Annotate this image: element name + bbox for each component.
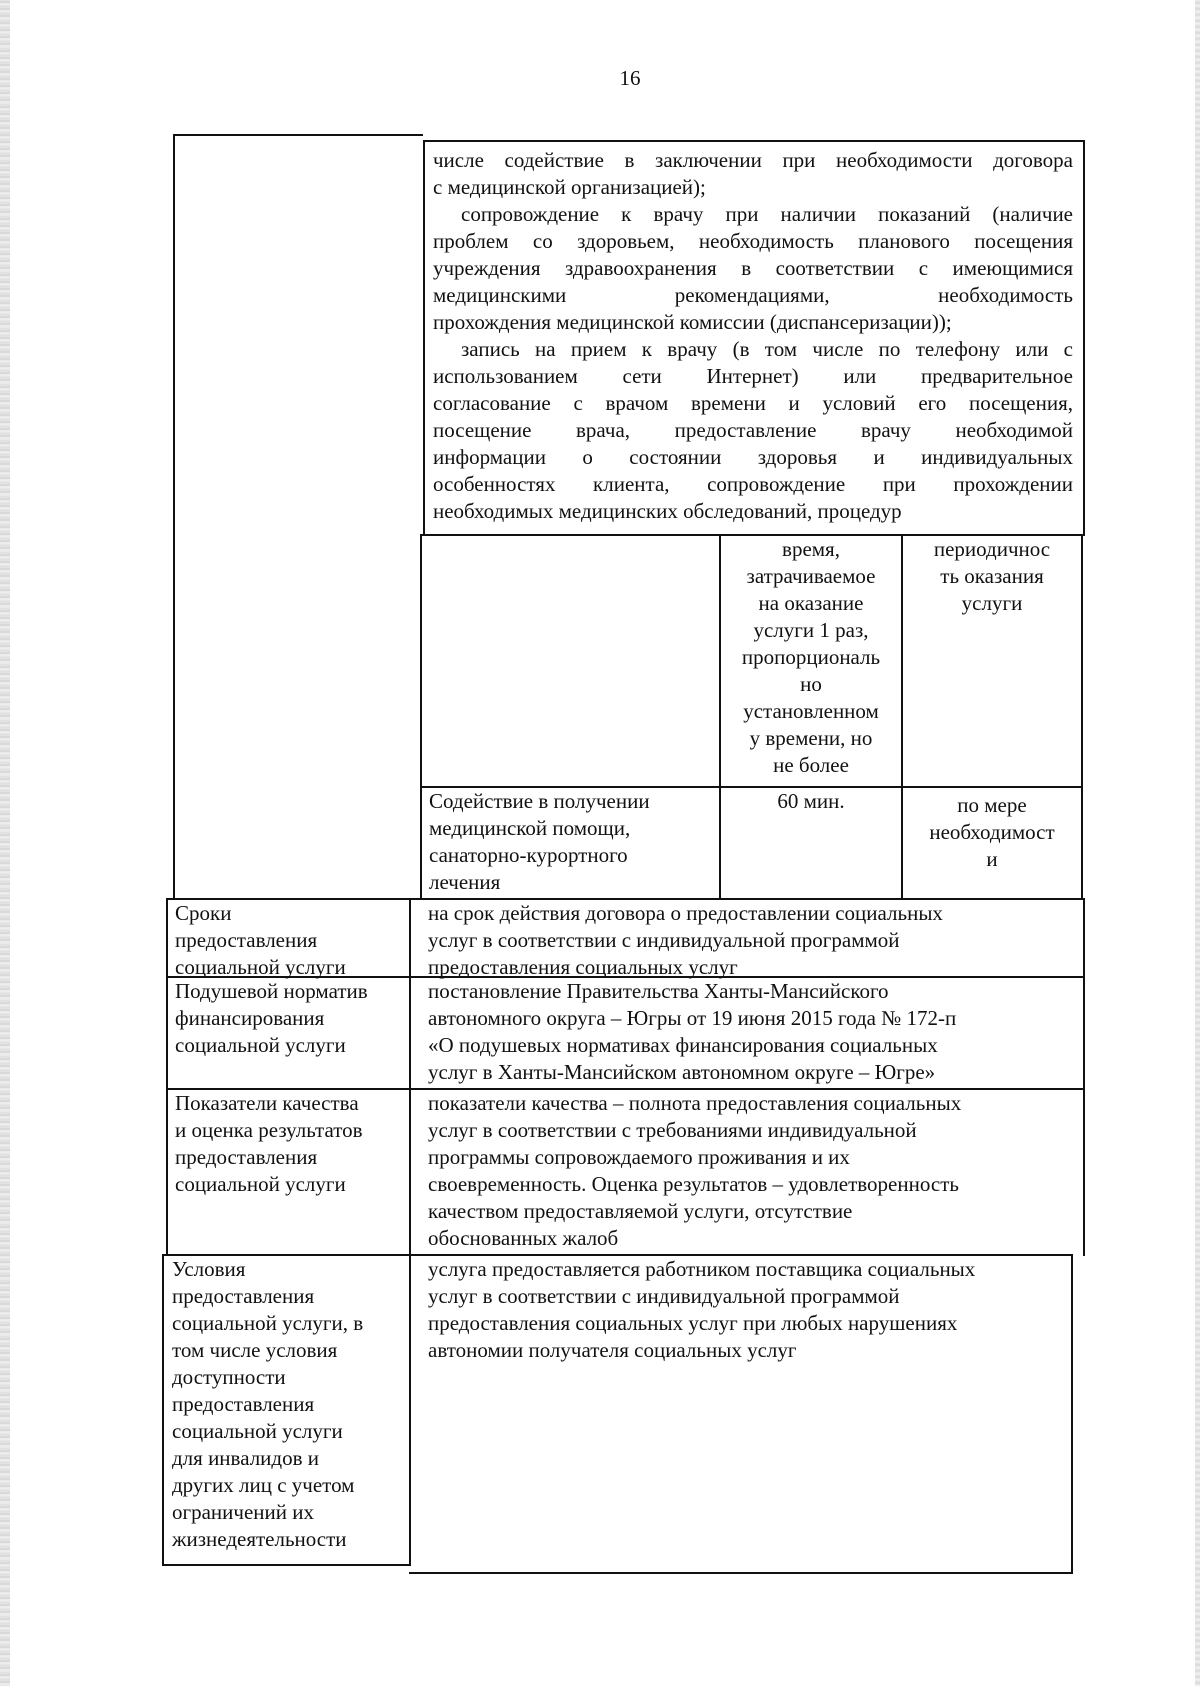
text-line: особенностях клиента, сопровождение при прохождении [433, 472, 1073, 496]
text-line: пропорциональ [741, 645, 881, 669]
text-line: но [800, 672, 822, 696]
text-line: Подушевой норматив [175, 979, 368, 1003]
row-label-funding [175, 978, 407, 1059]
text-line: и оценка результатов [175, 1118, 363, 1142]
text-line: периодичнос [933, 537, 1051, 561]
row-content-funding [428, 978, 1080, 1086]
text-line: Условия [172, 1257, 246, 1281]
inner-time-value: 60 мин. [777, 789, 845, 813]
row-label-terms [175, 900, 407, 981]
text-line: обоснованных жалоб [428, 1226, 619, 1250]
text-line: услуг в соответствии с индивидуальной программой [428, 928, 900, 952]
text-line: социальной услуги [175, 1172, 346, 1196]
inner-period-value-text [903, 792, 1081, 873]
text-line: программы сопровождаемого проживания и их [428, 1145, 850, 1169]
text-line: проблем со здоровьем, необходимость планового посещения [433, 229, 1073, 253]
text-line: ограничений их [172, 1500, 314, 1524]
text-line: предоставления социальных услуг при любых нарушениях [428, 1311, 958, 1335]
text-line: санаторно-курортного [429, 843, 628, 867]
top-left-label-cell [173, 134, 423, 900]
row-label-quality [175, 1090, 407, 1198]
text-line: качеством предоставляемой услуги, отсутствие [428, 1199, 853, 1223]
text-line: не более [773, 753, 849, 777]
text-line: автономного округа – Югры от 19 июня 2015 года № 172-п [428, 1006, 957, 1030]
text-line: «О подушевых нормативах финансирования социальных [428, 1033, 938, 1057]
text-line: доступности [172, 1365, 286, 1389]
inner-header-time-text [721, 536, 901, 779]
text-line: время, [782, 537, 840, 561]
text-line: социальной услуги [175, 955, 346, 979]
scan-edge-right [1195, 0, 1200, 1686]
text-line: том числе условия [172, 1338, 338, 1362]
text-line: прохождения медицинской комиссии (диспансеризации)); [433, 310, 952, 334]
text-line: необходимых медицинских обследований, процедур [433, 499, 902, 523]
inner-service-name-text [429, 788, 717, 896]
text-line: для инвалидов и [172, 1446, 319, 1470]
text-line: услуг в Ханты-Мансийском автономном округе – Югре» [428, 1060, 936, 1084]
page-number: 16 [619, 66, 641, 90]
text-line: социальной услуги, в [172, 1311, 364, 1335]
text-line: финансирования [175, 1006, 325, 1030]
text-line: услуга предоставляется работником поставщика социальных [428, 1257, 976, 1281]
text-line: ть оказания [940, 564, 1044, 588]
text-line: согласование с врачом времени и условий его посещения, [433, 391, 1073, 415]
text-line: своевременность. Оценка результатов – удовлетворенность [428, 1172, 959, 1196]
row-label-conditions [172, 1256, 408, 1553]
text-line: у времени, но [749, 726, 873, 750]
inner-header-period-text [903, 536, 1081, 617]
inner-header-empty-cell [420, 534, 721, 788]
text-line: предоставления [175, 1145, 318, 1169]
text-line: постановление Правительства Ханты-Мансийского [428, 979, 889, 1003]
text-line: и [986, 847, 998, 871]
row-content-terms [428, 900, 1080, 981]
top-content-text [433, 147, 1073, 525]
text-line: установленном [743, 699, 879, 723]
text-line: Содействие в получении [429, 789, 650, 813]
text-line: сопровождение к врачу при наличии показаний (наличие [461, 202, 1073, 226]
text-line: медицинскими рекомендациями, необходимость [433, 283, 1073, 307]
text-line: медицинской помощи, [429, 816, 631, 840]
text-line: предоставления [172, 1392, 315, 1416]
text-line: Показатели качества [175, 1091, 359, 1115]
text-line: учреждения здравоохранения в соответствии с имеющимися [433, 256, 1073, 280]
text-line: информации о состоянии здоровья и индивидуальных [433, 445, 1073, 469]
row-content-quality [428, 1090, 1080, 1252]
text-line: необходимост [929, 820, 1055, 844]
text-line: по мере [957, 793, 1027, 817]
text-line: на оказание [758, 591, 864, 615]
text-line: услуг в соответствии с требованиями индивидуальной [428, 1118, 917, 1142]
text-line: запись на прием к врачу (в том числе по телефону или с [461, 337, 1073, 361]
text-line: услуги 1 раз, [753, 618, 869, 642]
text-line: предоставления [175, 928, 318, 952]
text-line: услуги [961, 591, 1023, 615]
text-line: социальной услуги [175, 1033, 346, 1057]
text-line: Сроки [175, 901, 232, 925]
scan-edge-left [0, 0, 10, 1686]
text-line: предоставления социальных услуг [428, 955, 738, 979]
text-line: других лиц с учетом [172, 1473, 355, 1497]
text-line: на срок действия договора о предоставлении социальных [428, 901, 943, 925]
text-line: автономии получателя социальных услуг [428, 1338, 797, 1362]
text-line: с медицинской организацией); [433, 175, 706, 199]
text-line: жизнедеятельности [172, 1527, 347, 1551]
text-line: показатели качества – полнота предоставления социальных [428, 1091, 962, 1115]
text-line: затрачиваемое [746, 564, 876, 588]
text-line: посещение врача, предоставление врачу необходимой [433, 418, 1073, 442]
row-content-conditions [428, 1256, 1068, 1364]
text-line: лечения [429, 870, 501, 894]
text-line: числе содействие в заключении при необходимости договора [433, 148, 1073, 172]
text-line: использованием сети Интернет) или предварительное [433, 364, 1073, 388]
text-line: услуг в соответствии с индивидуальной программой [428, 1284, 900, 1308]
text-line: социальной услуги [172, 1419, 343, 1443]
text-line: предоставления [172, 1284, 315, 1308]
